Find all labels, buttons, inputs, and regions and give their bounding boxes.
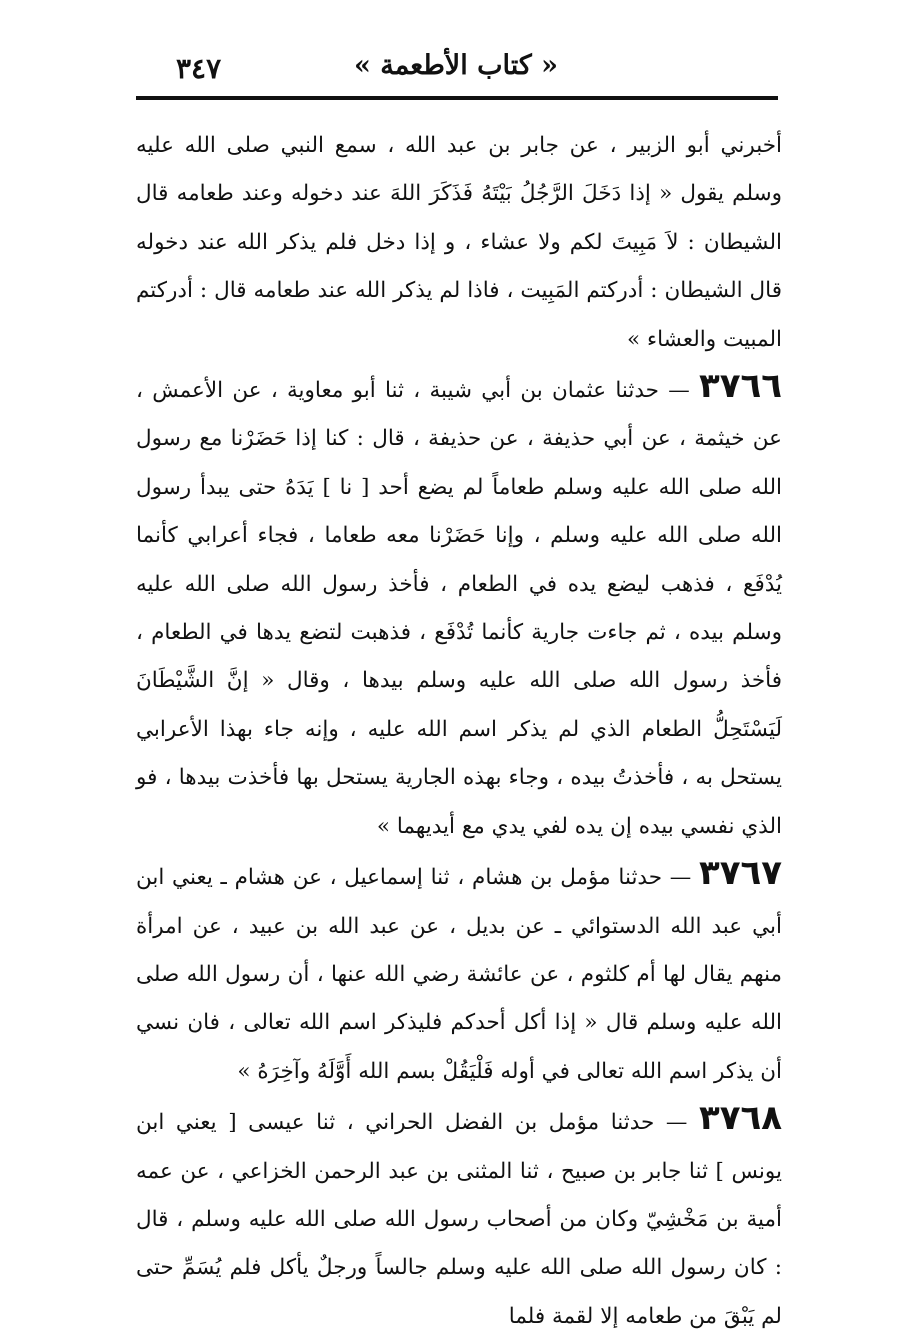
header-rule xyxy=(136,96,778,100)
hadith-text: — حدثنا مؤمل بن هشام ، ثنا إسماعيل ، عن هشام ـ يعني ابن أبي عبد الله الدستوائي ـ عن بديل ، عن عبد الله بن عبيد ، عن امرأة منهم يقال لها أم كلثوم ، عن عائشة رضي الله عنها ، أن رسول الله صلى الله عليه وسلم قال « إذا أكل أحدكم فليذكر اسم الله تعالى ، فان نسي أن يذكر اسم الله تعالى في أوله فَلْيَقُلْ بسم الله أَوَّلَهُ وآخِرَهُ » xyxy=(136,865,782,1084)
hadith-paragraph xyxy=(136,1096,782,1341)
page-header xyxy=(136,38,776,88)
hadith-text: — حدثنا مؤمل بن الفضل الحراني ، ثنا عيسى [ يعني ابن يونس ] ثنا جابر بن صبيح ، ثنا المثنى بن عبد الرحمن الخزاعي ، عن عمه أمية بن مَخْشِيّ وكان من أصحاب رسول الله صلى الله عليه وسلم ، قال : كان رسول الله صلى الله عليه وسلم جالساً ورجلٌ يأكل فلم يُسَمِّ حتى لم يَبْقَ من طعامه إلا لقمة فلما xyxy=(136,1110,782,1329)
continuation-paragraph: أخبرني أبو الزبير ، عن جابر بن عبد الله ، سمع النبي صلى الله عليه وسلم يقول « إذا دَخَلَ الرَّجُلُ بَيْتَهُ فَذَكَرَ اللهَ عند دخوله وعند طعامه قال الشيطان : لاَ مَبِيتَ لكم ولا عشاء ، و إذا دخل فلم يذكر الله عند دخوله قال الشيطان : أدركتم المَبِيت ، فاذا لم يذكر الله عند طعامه قال : أدركتم المبيت والعشاء » xyxy=(136,133,782,352)
hadith-number: ٣٧٦٦ xyxy=(698,366,782,407)
body-text xyxy=(136,122,782,1341)
hadith-text: — حدثنا عثمان بن أبي شيبة ، ثنا أبو معاوية ، عن الأعمش ، عن خيثمة ، عن أبي حذيفة ، عن حذيفة ، قال : كنا إذا حَضَرْنا مع رسول الله صلى الله عليه وسلم طعاماً لم يضع أحد [ نا ] يَدَهُ حتى يبدأ رسول الله صلى الله عليه وسلم ، وإنا حَضَرْنا معه طعاما ، فجاء أعرابي كأنما يُدْفَع ، فذهب ليضع يده في الطعام ، فأخذ رسول الله صلى الله عليه وسلم بيده ، ثم جاءت جارية كأنما تُدْفَع ، فذهبت لتضع يدها في الطعام ، فأخذ رسول الله صلى الله عليه وسلم بيدها ، وقال « إنَّ الشَّيْطَانَ لَيَسْتَحِلُّ الطعام الذي لم يذكر اسم الله عليه ، وإنه جاء بهذا الأعرابي يستحل به ، فأخذتُ بيده ، وجاء بهذه الجارية يستحل بها فأخذت بيدها ، فو الذي نفسي بيده إن يده لفي يدي مع أيديهما » xyxy=(136,378,782,839)
hadith-number: ٣٧٦٧ xyxy=(699,853,783,894)
running-title: « كتاب الأطعمة » xyxy=(353,50,559,81)
hadith-number: ٣٧٦٨ xyxy=(698,1098,782,1139)
page-number: ٣٤٧ xyxy=(176,52,222,85)
hadith-paragraph xyxy=(136,851,782,1096)
hadith-paragraph xyxy=(136,364,782,851)
